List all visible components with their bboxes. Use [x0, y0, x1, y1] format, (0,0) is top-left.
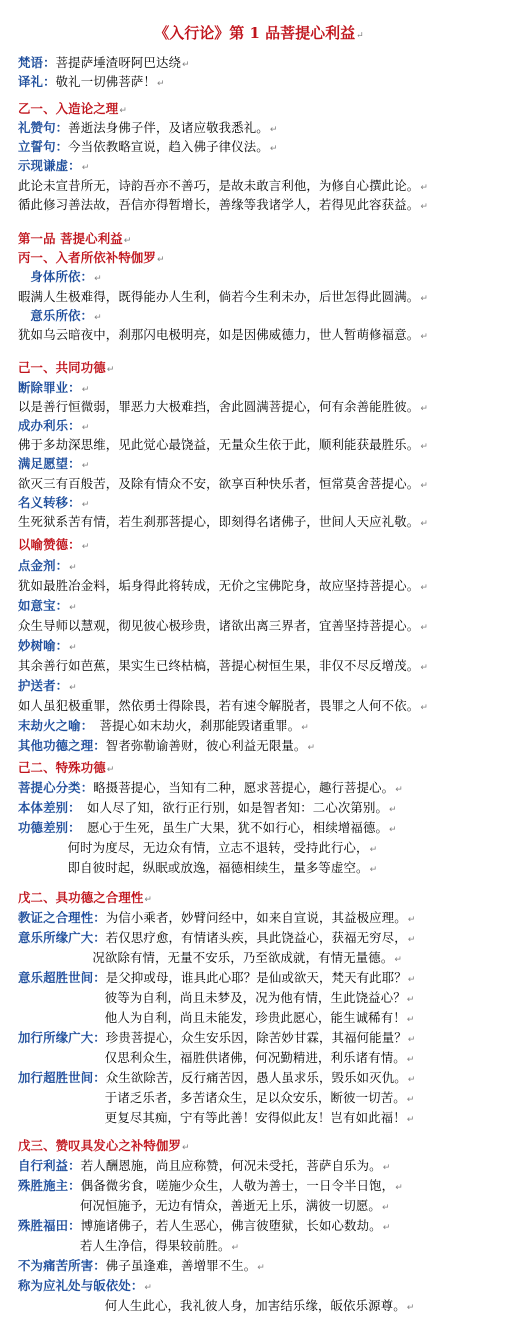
- document-title: [0, 22, 518, 43]
- line-text: 欲灭三有百般苦，及除有情众不安，欲享百种快乐者，恒常莫舍菩提心。: [18, 476, 420, 491]
- labeled-line: [18, 1030, 415, 1046]
- paragraph-mark-icon: ↵: [395, 1183, 403, 1193]
- verse-line: [18, 437, 428, 453]
- paragraph-mark-icon: ↵: [406, 1015, 415, 1025]
- labeled-line: [18, 718, 309, 734]
- line-label: 意乐所缘广大：: [18, 930, 106, 945]
- paragraph-mark-icon: ↵: [420, 183, 429, 193]
- verse-line: [18, 658, 428, 674]
- paragraph-mark-icon: ↵: [407, 935, 416, 945]
- labeled-line: [18, 820, 397, 836]
- verse-line: [18, 860, 377, 876]
- verse-line: [18, 990, 414, 1006]
- labeled-line: [18, 269, 102, 285]
- line-label: 意乐所依：: [30, 308, 94, 323]
- paragraph-mark-icon: ↵: [269, 125, 278, 135]
- line-text: 以是善行恒微弱，罪恶力大极难挡，舍此圆满菩提心，何有余善能胜彼。: [18, 399, 420, 414]
- paragraph-mark-icon: ↵: [406, 1095, 415, 1105]
- line-text: 若人酬恩施，尚且应称赞，何况未受托，菩萨自乐为。: [80, 1158, 382, 1173]
- section-heading: [18, 231, 132, 247]
- heading-text: 戊三、赞叹具发心之补特伽罗: [18, 1138, 182, 1153]
- section-heading: [18, 360, 115, 376]
- paragraph-mark-icon: ↵: [394, 955, 403, 965]
- paragraph-mark-icon: ↵: [420, 294, 429, 304]
- labeled-line: [18, 418, 89, 434]
- line-text: 更复尽其痴，宁有等此善！安得似此友！岂有如此福！: [104, 1110, 406, 1125]
- paragraph-mark-icon: ↵: [406, 1115, 415, 1125]
- paragraph-mark-icon: ↵: [123, 236, 132, 246]
- paragraph-mark-icon: ↵: [106, 365, 115, 375]
- paragraph-mark-icon: ↵: [119, 106, 128, 116]
- document-title-text: 《入行论》第 1 品菩提心利益: [154, 24, 356, 42]
- verse-line: [18, 698, 428, 714]
- line-text: 菩提萨埵渣呀阿巴达绕: [55, 55, 182, 70]
- line-text: 如人尽了知，欲行正行别，如是智者知：二心次第别。: [74, 800, 389, 815]
- paragraph-mark-icon: ↵: [420, 481, 429, 491]
- section-heading: [18, 890, 152, 906]
- paragraph-mark-icon: ↵: [369, 845, 378, 855]
- paragraph-mark-icon: ↵: [144, 1283, 153, 1293]
- line-text: 众生导师以慧观，彻见彼心极珍贵，诸欲出离三界者，宜善坚持菩提心。: [18, 618, 420, 633]
- line-text: 众生欲除苦，反行痛苦因，愚人虽求乐，毁乐如灭仇。: [105, 1070, 407, 1085]
- verse-line: [18, 476, 428, 492]
- paragraph-mark-icon: ↵: [106, 765, 115, 775]
- verse-line: [18, 1110, 414, 1126]
- paragraph-mark-icon: ↵: [406, 995, 415, 1005]
- line-text: 为信小乘者，妙臂问经中，如来自宣说，其益极应理。: [105, 910, 407, 925]
- section-heading: [18, 101, 127, 117]
- verse-line: [18, 514, 428, 530]
- line-label: 菩提心分类：: [18, 780, 94, 795]
- paragraph-mark-icon: ↵: [81, 461, 90, 471]
- verse-line: [18, 1238, 239, 1254]
- line-text: 况欲除有情，无量不安乐，乃至欲成就，有情无量德。: [92, 950, 394, 965]
- verse-line: [18, 289, 428, 305]
- paragraph-mark-icon: ↵: [420, 442, 429, 452]
- labeled-line: [18, 158, 89, 174]
- paragraph-mark-icon: ↵: [81, 385, 90, 395]
- line-text: 珍贵菩提心，众生安乐因，除苦妙甘霖，其福何能量？: [105, 1030, 407, 1045]
- verse-line: [18, 1298, 414, 1314]
- line-text: 何时为度尽，无边众有情，立志不退转，受持此行心，: [67, 840, 369, 855]
- paragraph-mark-icon: ↵: [406, 1303, 415, 1313]
- line-label: 梵语：: [18, 55, 56, 70]
- line-text: 生死狱系苦有情，若生刹那菩提心，即刻得名诸佛子，世间人天应礼敬。: [18, 514, 420, 529]
- line-text: 佛子虽逢难，善增罪不生。: [105, 1258, 257, 1273]
- paragraph-mark-icon: ↵: [94, 274, 102, 284]
- line-label: 身体所依：: [30, 269, 94, 284]
- paragraph-mark-icon: ↵: [182, 60, 190, 70]
- line-label: 加行所缘广大：: [18, 1030, 106, 1045]
- section-heading: [18, 250, 165, 266]
- line-label: 礼赞句：: [18, 120, 69, 135]
- line-label: 功德差别：: [18, 820, 75, 835]
- labeled-line: [18, 456, 89, 472]
- section-heading: [18, 760, 115, 776]
- line-text: 略摄菩提心，当知有二种，愿求菩提心，趣行菩提心。: [93, 780, 395, 795]
- line-label: 意乐超胜世间：: [18, 970, 106, 985]
- line-text: 何人生此心，我礼彼人身，加害结乐缘，皈依乐源尊。: [104, 1298, 406, 1313]
- labeled-line: [18, 1070, 415, 1086]
- heading-text: 戊二、具功德之合理性: [18, 890, 144, 905]
- verse-line: [18, 1198, 390, 1214]
- line-text: 敬礼一切佛菩萨！: [55, 74, 156, 89]
- section-heading: [18, 1138, 190, 1154]
- paragraph-mark-icon: ↵: [369, 865, 378, 875]
- line-label: 成办利乐：: [18, 418, 81, 433]
- paragraph-mark-icon: ↵: [420, 332, 429, 342]
- line-text: 犹如乌云暗夜中，刹那闪电极明亮，如是因佛威德力，世人暂萌修福意。: [18, 327, 420, 342]
- paragraph-mark-icon: ↵: [301, 723, 309, 733]
- verse-line: [18, 399, 428, 415]
- verse-line: [18, 840, 377, 856]
- line-text: 彼等为自利，尚且未梦及，况为他有情，生此饶益心？: [104, 990, 406, 1005]
- labeled-line: [18, 495, 89, 511]
- paragraph-mark-icon: ↵: [389, 825, 397, 835]
- line-text: 暇满人生极难得，既得能办人生利，倘若今生利未办，后世怎得此圆满。: [18, 289, 420, 304]
- heading-text: 以喻赞德：: [18, 537, 81, 552]
- paragraph-mark-icon: ↵: [407, 1035, 416, 1045]
- paragraph-mark-icon: ↵: [382, 1163, 391, 1173]
- line-text: 何况恒施予，无边有情众，善逝无上乐，满彼一切愿。: [80, 1198, 381, 1213]
- paragraph-mark-icon: ↵: [420, 519, 429, 529]
- labeled-line: [18, 1178, 403, 1194]
- line-label: 教证之合理性：: [18, 910, 106, 925]
- labeled-line: [18, 1158, 390, 1174]
- line-text: 即自彼时起，纵眠或放逸，福德相续生，量多等虚空。: [67, 860, 369, 875]
- line-label: 本体差别：: [18, 800, 75, 815]
- paragraph-mark-icon: ↵: [382, 1223, 391, 1233]
- paragraph-mark-icon: ↵: [81, 542, 90, 552]
- line-text: 佛于多劫深思维，见此觉心最饶益，无量众生依于此，顺利能获最胜乐。: [18, 437, 420, 452]
- line-label: 殊胜福田：: [18, 1218, 81, 1233]
- line-label: 自行利益：: [18, 1158, 81, 1173]
- line-text: 博施诸佛子，若人生恶心，佛言彼堕狱，长如心数劫。: [80, 1218, 382, 1233]
- labeled-line: [18, 598, 77, 614]
- labeled-line: [18, 120, 278, 136]
- paragraph-mark-icon: ↵: [356, 31, 364, 41]
- labeled-line: [18, 55, 190, 71]
- paragraph-mark-icon: ↵: [94, 313, 102, 323]
- labeled-line: [18, 800, 397, 816]
- paragraph-mark-icon: ↵: [407, 915, 416, 925]
- paragraph-mark-icon: ↵: [69, 643, 77, 653]
- line-text: 如人虽犯极重罪，然依勇士得除畏，若有速令解脱者，畏罪之人何不依。: [18, 698, 420, 713]
- paragraph-mark-icon: ↵: [69, 683, 77, 693]
- paragraph-mark-icon: ↵: [81, 500, 90, 510]
- labeled-line: [18, 638, 77, 654]
- line-label: 其他功德之理：: [18, 738, 106, 753]
- labeled-line: [18, 1278, 152, 1294]
- line-text: 偶备微劣食，嗟施少众生，人敬为善士，一日令半日饱，: [80, 1178, 395, 1193]
- verse-line: [18, 327, 428, 343]
- line-label: 末劫火之喻：: [18, 718, 88, 733]
- heading-text: 己二、特殊功德: [18, 760, 106, 775]
- heading-text: 己一、共同功德: [18, 360, 106, 375]
- labeled-line: [18, 738, 315, 754]
- line-label: 加行超胜世间：: [18, 1070, 106, 1085]
- paragraph-mark-icon: ↵: [395, 785, 403, 795]
- line-label: 立誓句：: [18, 139, 69, 154]
- heading-text: 乙一、入造论之理: [18, 101, 119, 116]
- paragraph-mark-icon: ↵: [381, 1203, 390, 1213]
- verse-line: [18, 178, 428, 194]
- paragraph-mark-icon: ↵: [182, 1143, 190, 1153]
- line-label: 殊胜施主：: [18, 1178, 81, 1193]
- section-heading: [18, 537, 89, 553]
- paragraph-mark-icon: ↵: [420, 703, 429, 713]
- paragraph-mark-icon: ↵: [156, 79, 165, 89]
- line-label: 点金剂：: [18, 558, 69, 573]
- labeled-line: [18, 1218, 390, 1234]
- labeled-line: [18, 139, 278, 155]
- line-text: 智者弥勒谕善财，彼心利益无限量。: [105, 738, 307, 753]
- line-text: 是父抑或母，谁具此心耶？是仙或欲天，梵天有此耶？: [105, 970, 407, 985]
- line-text: 于诸乏乐者，多苦诸众生，足以众安乐，断彼一切苦。: [104, 1090, 406, 1105]
- verse-line: [18, 1050, 414, 1066]
- paragraph-mark-icon: ↵: [420, 623, 429, 633]
- labeled-line: [18, 910, 415, 926]
- labeled-line: [18, 1258, 265, 1274]
- verse-line: [18, 1090, 414, 1106]
- verse-line: [18, 197, 428, 213]
- line-text: 此论未宣昔所无，诗韵吾亦不善巧，是故未敢言利他，为修自心撰此论。: [18, 178, 420, 193]
- paragraph-mark-icon: ↵: [257, 1263, 265, 1273]
- paragraph-mark-icon: ↵: [420, 583, 429, 593]
- paragraph-mark-icon: ↵: [81, 163, 90, 173]
- labeled-line: [18, 780, 403, 796]
- paragraph-mark-icon: ↵: [307, 743, 316, 753]
- labeled-line: [18, 74, 165, 90]
- paragraph-mark-icon: ↵: [69, 603, 77, 613]
- line-text: 仅思利众生，福胜供诸佛，何况勤精进，利乐诸有情。: [104, 1050, 406, 1065]
- line-text: 若人生净信，得果较前胜。: [80, 1238, 231, 1253]
- line-label: 护送者：: [18, 678, 69, 693]
- line-text: 循此修习善法故，吾信亦得暂增长，善缘等我诸学人，若得见此容获益。: [18, 197, 420, 212]
- labeled-line: [18, 678, 77, 694]
- line-label: 满足愿望：: [18, 456, 81, 471]
- line-text: 愿心于生死，虽生广大果，犹不如行心，相续增福德。: [74, 820, 389, 835]
- heading-text: 丙一、入者所依补特伽罗: [18, 250, 156, 265]
- labeled-line: [18, 558, 77, 574]
- paragraph-mark-icon: ↵: [144, 895, 153, 905]
- labeled-line: [18, 970, 415, 986]
- paragraph-mark-icon: ↵: [156, 255, 165, 265]
- line-label: 如意宝：: [18, 598, 69, 613]
- line-label: 名义转移：: [18, 495, 81, 510]
- line-label: 译礼：: [18, 74, 56, 89]
- labeled-line: [18, 380, 89, 396]
- line-text: 今当依教略宣说，趋入佛子律仪法。: [68, 139, 269, 154]
- paragraph-mark-icon: ↵: [389, 805, 397, 815]
- paragraph-mark-icon: ↵: [407, 1075, 416, 1085]
- line-label: 称为应礼处与皈依处：: [18, 1278, 144, 1293]
- verse-line: [18, 618, 428, 634]
- paragraph-mark-icon: ↵: [420, 663, 429, 673]
- verse-line: [18, 1010, 414, 1026]
- line-label: 不为痛苦所害：: [18, 1258, 106, 1273]
- verse-line: [18, 578, 428, 594]
- paragraph-mark-icon: ↵: [420, 404, 429, 414]
- line-label: 断除罪业：: [18, 380, 81, 395]
- paragraph-mark-icon: ↵: [420, 202, 429, 212]
- labeled-line: [18, 308, 102, 324]
- labeled-line: [18, 930, 415, 946]
- paragraph-mark-icon: ↵: [81, 423, 90, 433]
- line-text: 犹如最胜冶金料，垢身得此将转成，无价之宝佛陀身，故应坚持菩提心。: [18, 578, 420, 593]
- paragraph-mark-icon: ↵: [231, 1243, 240, 1253]
- heading-text: 第一品 菩提心利益: [18, 231, 123, 246]
- line-text: 他人为自利，尚且未能发，珍贵此愿心，能生诚稀有！: [104, 1010, 406, 1025]
- line-text: 其余善行如芭蕉，果实生已终枯槁，菩提心树恒生果，非仅不尽反增茂。: [18, 658, 420, 673]
- line-text: 若仅思疗愈，有情诸头疾，具此饶益心，获福无穷尽，: [105, 930, 407, 945]
- paragraph-mark-icon: ↵: [269, 144, 278, 154]
- paragraph-mark-icon: ↵: [69, 563, 77, 573]
- paragraph-mark-icon: ↵: [406, 1055, 415, 1065]
- line-label: 妙树喻：: [18, 638, 69, 653]
- verse-line: [18, 950, 402, 966]
- line-text: 菩提心如末劫火，刹那能毁诸重罪。: [87, 718, 301, 733]
- line-label: 示现谦虚：: [18, 158, 81, 173]
- line-text: 善逝法身佛子伴，及诸应敬我悉礼。: [68, 120, 269, 135]
- paragraph-mark-icon: ↵: [407, 975, 416, 985]
